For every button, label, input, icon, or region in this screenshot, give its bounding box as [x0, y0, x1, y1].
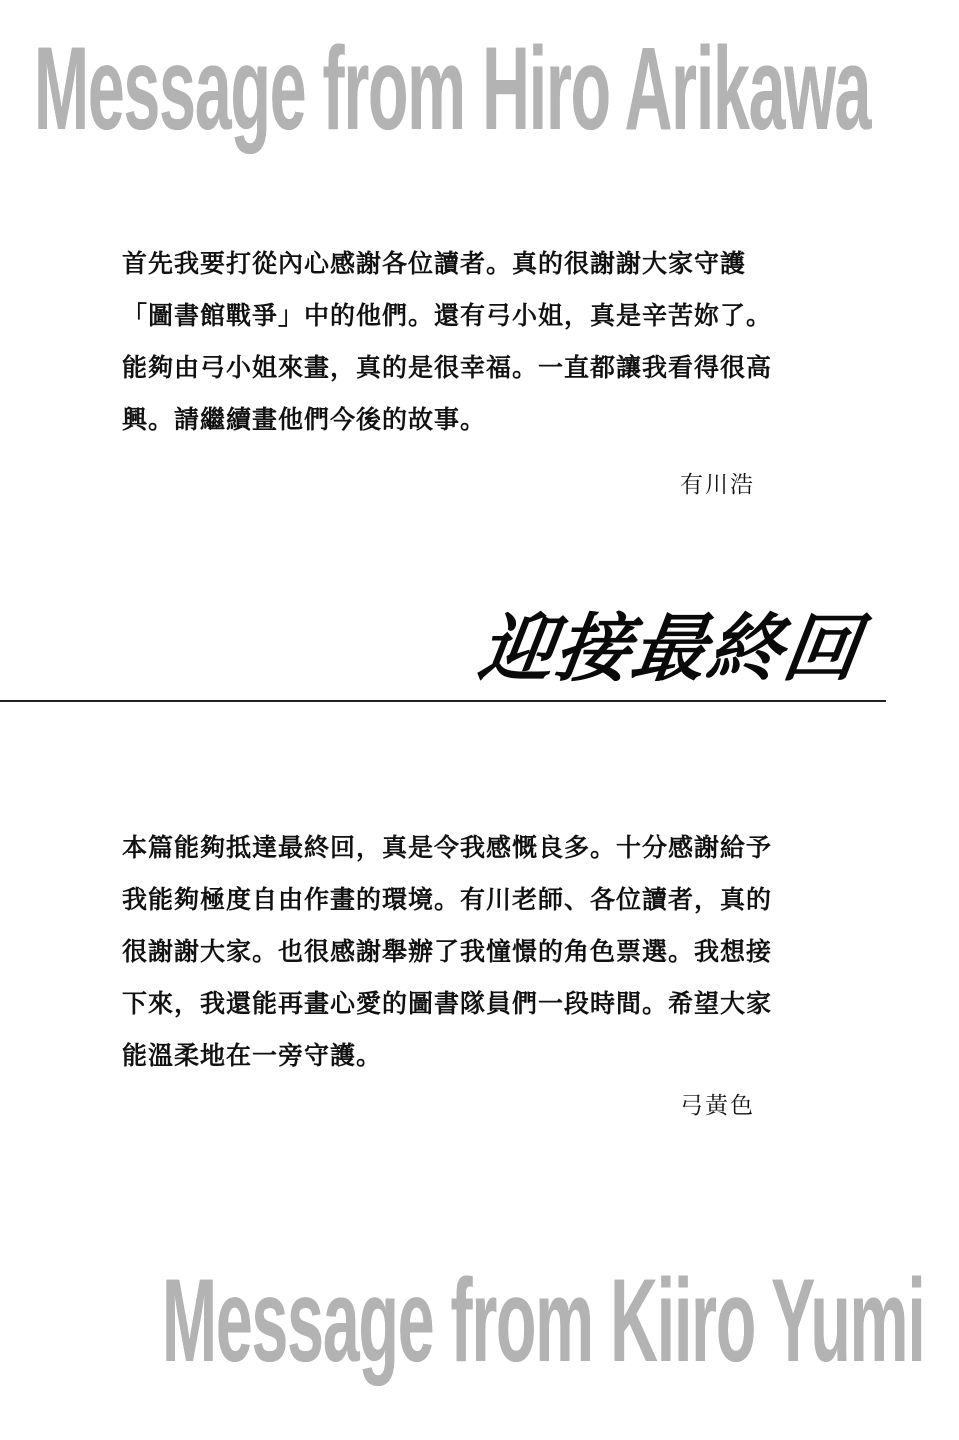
message-line: 我能夠極度自由作畫的環境。有川老師、各位讀者，真的: [122, 885, 773, 914]
signature-hiro-arikawa: 有川浩: [680, 472, 755, 498]
banner-title-kiiro-yumi: Message from Kiiro Yumi: [162, 1255, 925, 1387]
message-line: 能溫柔地在一旁守護。: [122, 1041, 383, 1070]
message-line: 很謝謝大家。也很感謝舉辦了我憧憬的角色票選。我想接: [122, 937, 773, 966]
banner-title-hiro-arikawa: Message from Hiro Arikawa: [34, 23, 871, 155]
signature-kiiro-yumi: 弓黃色: [680, 1093, 755, 1119]
message-from-hiro-arikawa: [122, 238, 842, 446]
message-line: 能夠由弓小姐來畫，真的是很幸福。一直都讓我看得很高: [122, 353, 773, 382]
message-line: 下來，我還能再畫心愛的圖書隊員們一段時間。希望大家: [122, 989, 773, 1018]
message-line: 「圖書館戰爭」中的他們。還有弓小姐，真是辛苦妳了。: [122, 301, 773, 330]
message-line: 本篇能夠抵達最終回，真是令我感慨良多。十分感謝給予: [122, 833, 773, 862]
message-line: 首先我要打從內心感謝各位讀者。真的很謝謝大家守護: [122, 249, 747, 278]
message-from-kiiro-yumi: [122, 822, 842, 1082]
section-title: 迎接最終回: [473, 606, 867, 692]
section-divider: [0, 700, 886, 702]
message-line: 興。請繼續畫他們今後的故事。: [122, 405, 487, 434]
